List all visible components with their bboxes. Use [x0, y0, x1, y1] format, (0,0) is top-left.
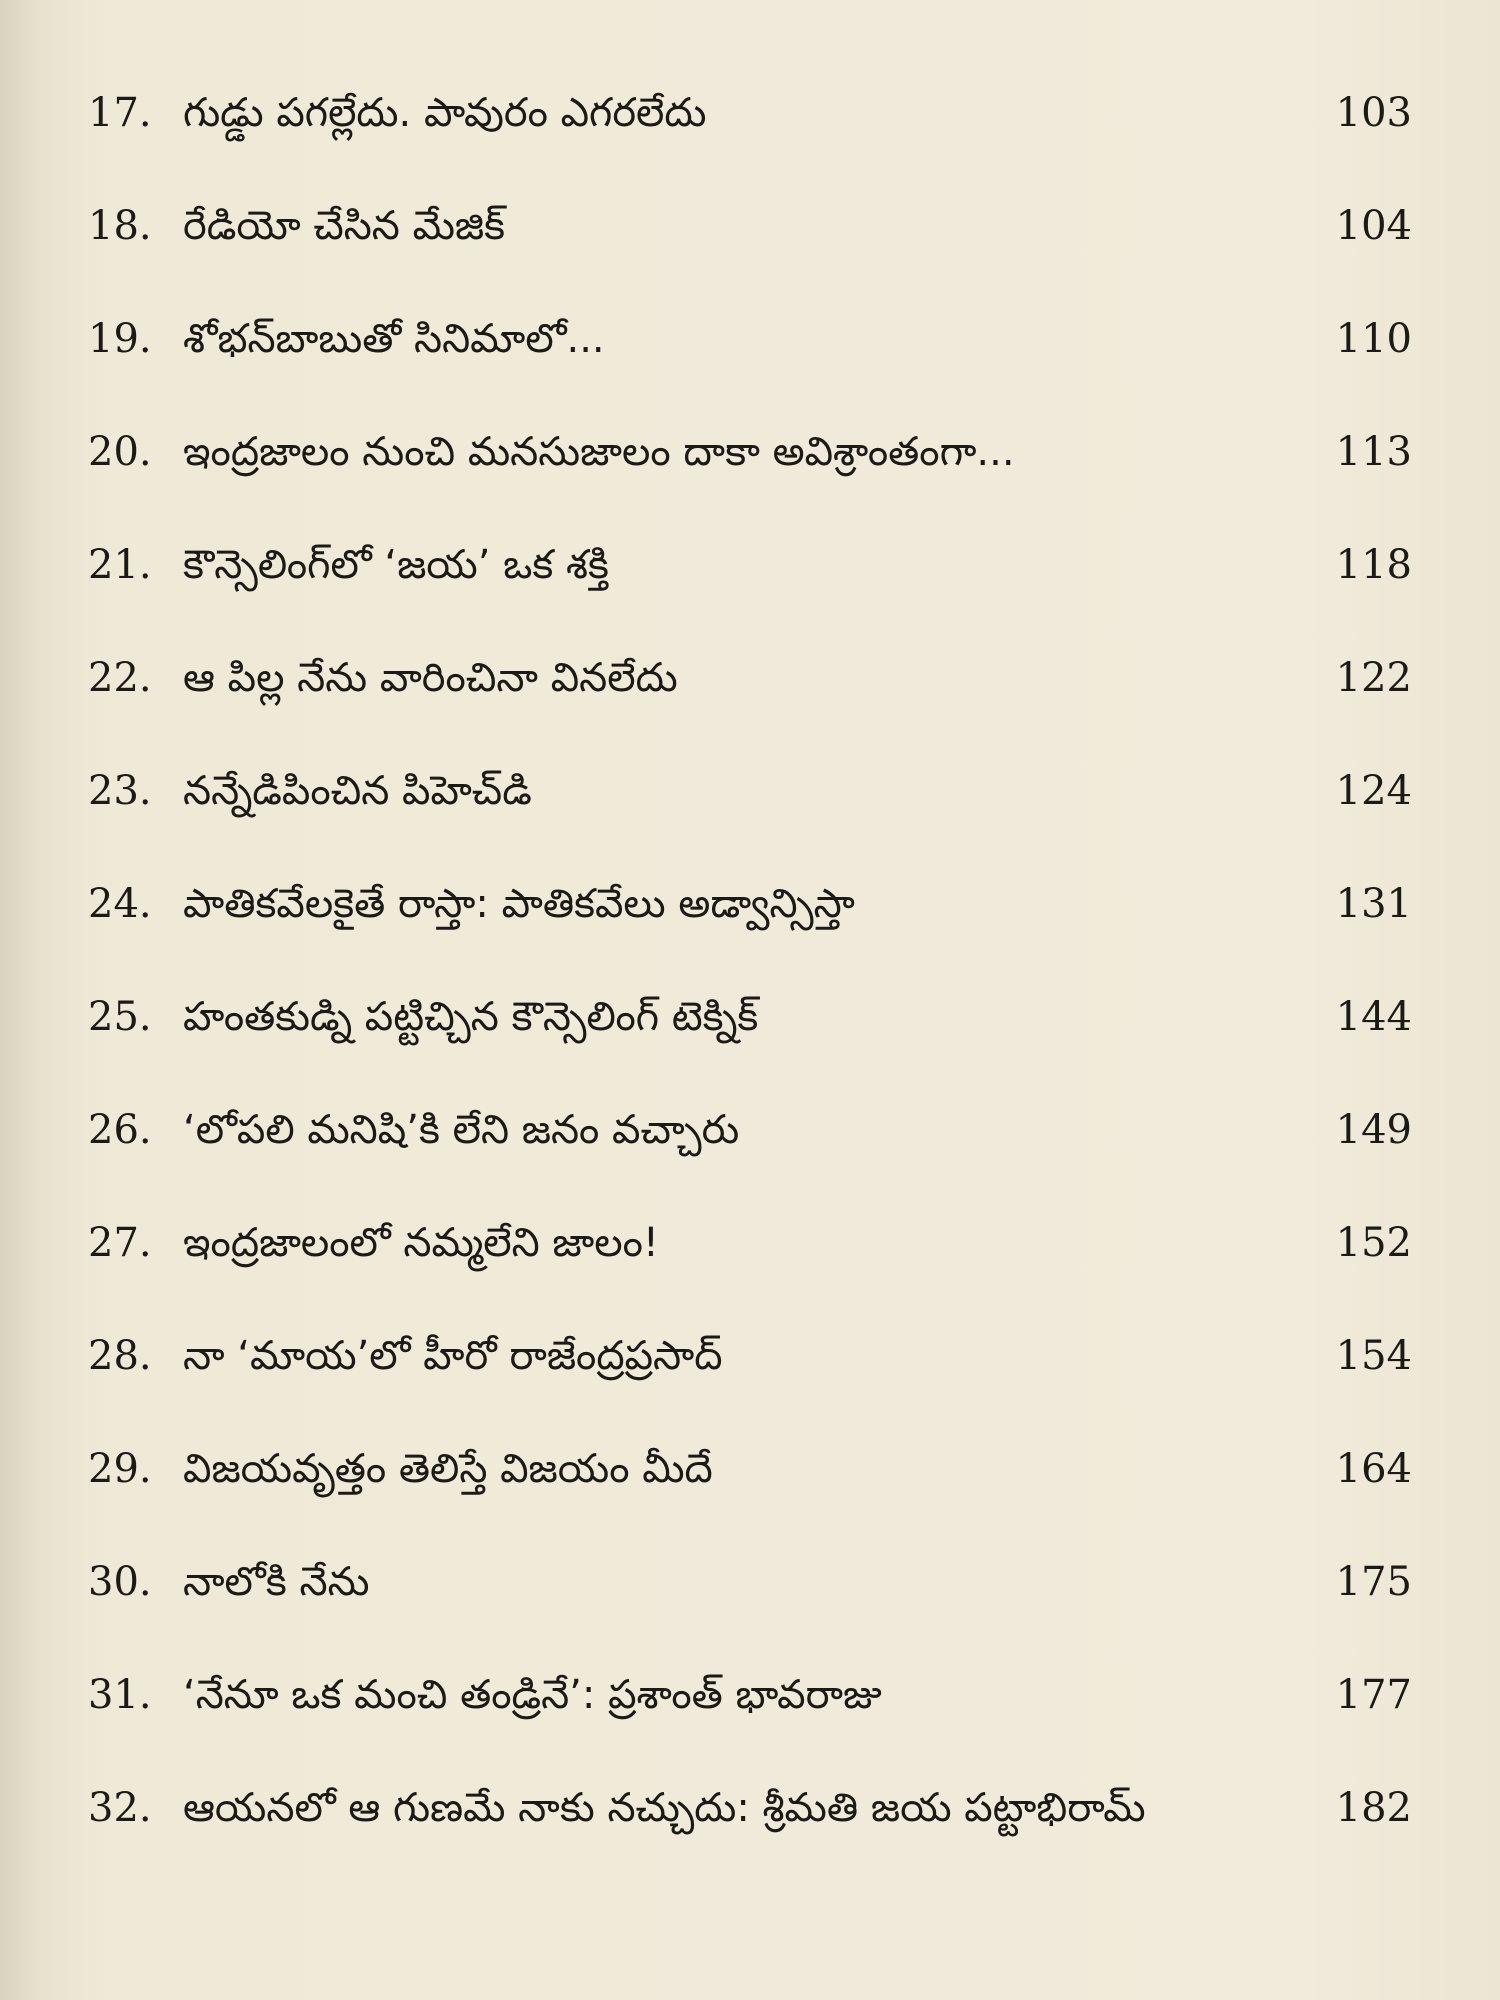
chapter-title: పాతికవేలకైతే రాస్తా: పాతికవేలు అడ్వాన్సిస్తా — [183, 880, 855, 927]
page-number: 131 — [1335, 880, 1412, 927]
page-number: 122 — [1335, 654, 1412, 701]
chapter-number: 25. — [88, 993, 152, 1040]
chapter-title: కౌన్సెలింగ్‌లో ‘జయ’ ఒక శక్తి — [183, 541, 609, 588]
page-number: 104 — [1335, 202, 1412, 249]
page-number: 103 — [1335, 89, 1412, 136]
chapter-number: 17. — [88, 89, 152, 136]
toc-entry — [0, 169, 1500, 282]
page-number: 149 — [1335, 1106, 1412, 1153]
page-number: 124 — [1335, 767, 1412, 814]
chapter-title: నన్నేడిపించిన పిహెచ్‌డి — [183, 767, 532, 814]
chapter-number: 22. — [88, 654, 152, 701]
toc-entry — [0, 508, 1500, 621]
toc-entry — [0, 734, 1500, 847]
page-number: 113 — [1335, 428, 1412, 475]
toc-entry — [0, 56, 1500, 169]
toc-entry — [0, 282, 1500, 395]
page-number: 164 — [1335, 1445, 1412, 1492]
chapter-number: 23. — [88, 767, 152, 814]
page-number: 175 — [1335, 1558, 1412, 1605]
toc-entry — [0, 960, 1500, 1073]
toc-entry — [0, 1412, 1500, 1525]
chapter-title: ఆయనలో ఆ గుణమే నాకు నచ్చుదు: శ్రీమతి జయ పట్టాభిరామ్ — [183, 1784, 1146, 1831]
chapter-number: 21. — [88, 541, 152, 588]
chapter-title: ‘నేనూ ఒక మంచి తండ్రినే’: ప్రశాంత్ భావరాజు — [183, 1671, 882, 1718]
toc-entry — [0, 1073, 1500, 1186]
chapter-title: ఆ పిల్ల నేను వారించినా వినలేదు — [183, 654, 678, 701]
chapter-number: 24. — [88, 880, 152, 927]
chapter-number: 19. — [88, 315, 152, 362]
chapter-title: శోభన్‌బాబుతో సినిమాలో... — [183, 315, 605, 362]
chapter-title: ఇంద్రజాలం నుంచి మనసుజాలం దాకా అవిశ్రాంతంగా... — [183, 428, 1015, 475]
page-number: 152 — [1335, 1219, 1412, 1266]
chapter-number: 26. — [88, 1106, 152, 1153]
chapter-title: ఇంద్రజాలంలో నమ్మలేని జాలం! — [183, 1219, 659, 1266]
page-number: 118 — [1335, 541, 1412, 588]
toc-entry — [0, 1751, 1500, 1864]
chapter-title: గుడ్డు పగల్లేదు. పావురం ఎగరలేదు — [183, 89, 707, 136]
page-number: 154 — [1335, 1332, 1412, 1379]
toc-entry — [0, 847, 1500, 960]
chapter-number: 30. — [88, 1558, 152, 1605]
chapter-number: 27. — [88, 1219, 152, 1266]
table-of-contents — [0, 56, 1500, 1864]
toc-entry — [0, 621, 1500, 734]
page-number: 182 — [1335, 1784, 1412, 1831]
chapter-number: 18. — [88, 202, 152, 249]
toc-entry — [0, 1638, 1500, 1751]
toc-entry — [0, 1186, 1500, 1299]
toc-entry — [0, 1299, 1500, 1412]
chapter-title: ‘లోపలి మనిషి’కి లేని జనం వచ్చారు — [183, 1106, 740, 1153]
chapter-title: రేడియో చేసిన మేజిక్ — [183, 202, 506, 249]
chapter-number: 28. — [88, 1332, 152, 1379]
chapter-title: నాలోకి నేను — [183, 1558, 370, 1605]
page-number: 144 — [1335, 993, 1412, 1040]
chapter-title: నా ‘మాయ’లో హీరో రాజేంద్రప్రసాద్ — [183, 1332, 723, 1379]
page-number: 177 — [1335, 1671, 1412, 1718]
chapter-number: 20. — [88, 428, 152, 475]
chapter-number: 31. — [88, 1671, 152, 1718]
toc-entry — [0, 1525, 1500, 1638]
page-number: 110 — [1335, 315, 1412, 362]
chapter-number: 32. — [88, 1784, 152, 1831]
toc-entry — [0, 395, 1500, 508]
chapter-title: విజయవృత్తం తెలిస్తే విజయం మీదే — [183, 1445, 713, 1492]
chapter-title: హంతకుడ్ని పట్టిచ్చిన కౌన్సెలింగ్ టెక్నిక్ — [183, 993, 759, 1040]
chapter-number: 29. — [88, 1445, 152, 1492]
